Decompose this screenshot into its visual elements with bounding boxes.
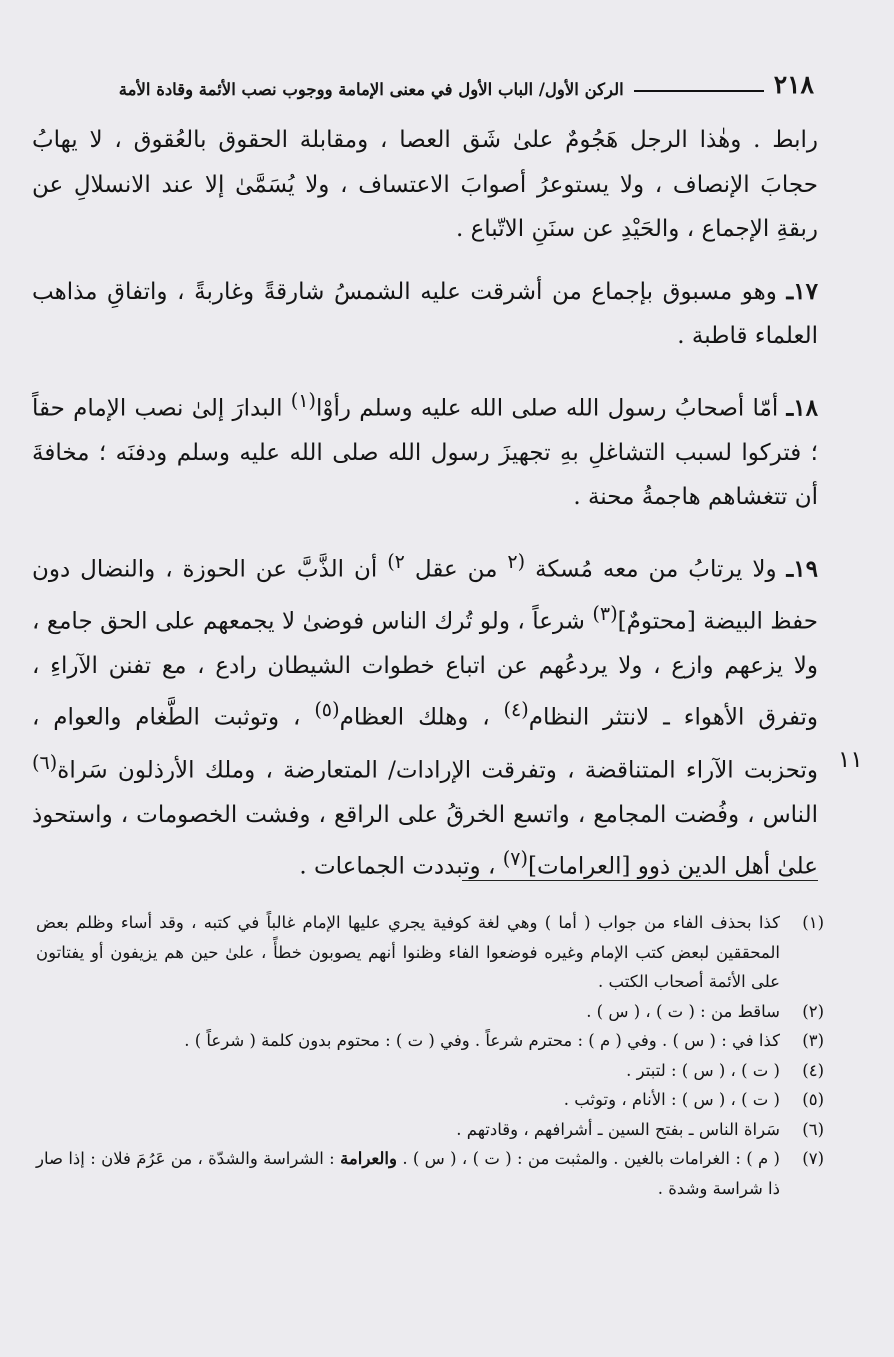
footnote-text bbox=[36, 1144, 780, 1203]
main-text bbox=[32, 118, 818, 909]
footnote-mark: (٤) bbox=[802, 1060, 824, 1080]
footnote-ref-4[interactable]: (٤) bbox=[503, 698, 529, 722]
paragraph-text: ، وتوثبت الطَّغام والعوام ، وتحزبت الآراء المتناقضة ، وتفرقت الإرادات/ المتعارضة ، وملك الأرذلون سَراة bbox=[32, 705, 818, 784]
footnote-text: كذا بحذف الفاء من جواب ( أما ) وهي لغة كوفية يجري عليها الإمام غالباً في كتبه ، وقد أساء وظلم بعض المحققين لبعض كتب الإمام وغيره فوضعوا الفاء وظنوا أنهم يصوبون خطأً ، علىٰ حين هم يزيفون أو يفتاتون على الأئمة أصحاب الكتب . bbox=[36, 913, 780, 991]
footnote-ref-2-open[interactable]: (٢ bbox=[507, 549, 526, 573]
footnote-mark: (٢) bbox=[802, 1001, 824, 1021]
footnote-text-part: : الشراسة والشدّة ، من عَرُمَ فلان : إذا صار ذا شراسة وشدة . bbox=[36, 1149, 780, 1198]
paragraph-17 bbox=[32, 270, 818, 359]
footnote-3 bbox=[36, 1026, 824, 1056]
footnote-mark: (٦) bbox=[802, 1119, 824, 1139]
footnote-5 bbox=[36, 1085, 824, 1115]
paragraph-text: ، وهلك العظام bbox=[339, 705, 504, 732]
footnote-2 bbox=[36, 997, 824, 1027]
paragraph-19 bbox=[32, 540, 818, 890]
footnote-separator bbox=[462, 880, 818, 881]
footnote-text: ساقط من : ( ت ) ، ( س ) . bbox=[586, 1001, 780, 1021]
footnote-text: ( ت ) ، ( س ) : الأنام ، وتوثب . bbox=[563, 1090, 780, 1109]
paragraph-text: ولا يرتابُ من معه مُسكة bbox=[525, 556, 787, 583]
footnotes bbox=[36, 908, 824, 1203]
paragraph-number: ١٧ـ bbox=[786, 277, 818, 305]
paragraph-number: ١٩ـ bbox=[786, 555, 818, 583]
footnote-6 bbox=[36, 1115, 824, 1145]
footnote-mark: (١) bbox=[802, 913, 824, 932]
footnote-mark: (٣) bbox=[802, 1031, 824, 1050]
page-number: ٢١٨ bbox=[773, 70, 814, 99]
footnote-ref-7[interactable]: (٧) bbox=[502, 847, 528, 871]
footnote-ref-2-close[interactable]: ٢) bbox=[387, 549, 405, 573]
footnote-ref-6[interactable]: (٦) bbox=[32, 750, 58, 774]
footnote-term: والعرامة bbox=[340, 1149, 397, 1168]
footnote-ref-5[interactable]: (٥) bbox=[314, 698, 340, 722]
paragraph-text: البدارَ إلىٰ نصب الإمام حقاً ؛ فتركوا لسبب التشاغلِ بهِ تجهيزَ رسول الله صلى الله عليه وسلم ودفنَه ؛ مخافةَ أن تتغشاهم هاجمةُ محنة . bbox=[32, 395, 818, 511]
paragraph-text: شرعاً ، ولو تُرك الناس فوضىٰ لا يجمعهم على الحق جامع ، ولا يزعهم وازع ، ولا يردعُهم عن اتباع خطوات الشيطان رادع ، مع تفنن الآراءِ ، وتفرق الأهواء ـ لانتثر النظام bbox=[32, 608, 818, 732]
paragraph-text: أن الذَّبَّ عن الحوزة ، والنضال دون حفظ البيضة [محتومٌ] bbox=[32, 556, 818, 635]
paragraph-18 bbox=[32, 379, 818, 520]
footnote-mark: (٧) bbox=[802, 1149, 824, 1168]
margin-folio-number: ١١ bbox=[838, 747, 863, 773]
footnote-text: كذا في : ( س ) . وفي ( م ) : محترم شرعاً . وفي ( ت ) : محتوم بدون كلمة ( شرعاً ) . bbox=[184, 1031, 780, 1050]
page-header bbox=[28, 70, 814, 99]
footnote-ref-1[interactable]: (١) bbox=[290, 388, 316, 412]
footnote-text: ( ت ) ، ( س ) : لتبتر . bbox=[626, 1060, 780, 1080]
footnote-text: سَراة الناس ـ بفتح السين ـ أشرافهم ، وقادتهم . bbox=[456, 1119, 780, 1139]
footnote-4 bbox=[36, 1056, 824, 1086]
paragraph-text: أمّا أصحابُ رسول الله صلى الله عليه وسلم رأوْا bbox=[316, 395, 787, 422]
header-rule bbox=[634, 90, 764, 92]
paragraph-16-continued: رابط . وهٰذا الرجل هَجُومٌ علىٰ شَق العصا ، ومقابلة الحقوق بالعُقوق ، لا يهابُ حجابَ الإنصاف ، ولا يستوعرُ أصوابَ الاعتساف ، ولا يُسَمَّىٰ إلا عند الانسلالِ عن ربقةِ الإجماع ، والحَيْدِ عن سنَنِ الاتّباع . bbox=[32, 127, 818, 242]
footnote-7 bbox=[36, 1144, 824, 1203]
paragraph-number: ١٨ـ bbox=[786, 394, 818, 422]
paragraph-text: ، وتبددت الجماعات . bbox=[299, 853, 503, 880]
footnote-ref-3[interactable]: (٣) bbox=[592, 601, 618, 625]
footnote-text-part: ( م ) : الغرامات بالغين . والمثبت من : ( ت ) ، ( س ) . bbox=[396, 1149, 780, 1168]
paragraph-text: من عقل bbox=[404, 556, 508, 583]
footnote-mark: (٥) bbox=[802, 1090, 824, 1109]
running-head: الركن الأول/ الباب الأول في معنى الإمامة ووجوب نصب الأئمة وقادة الأمة bbox=[118, 80, 624, 99]
footnote-1 bbox=[36, 908, 824, 997]
paragraph-text: الناس ، وفُضت المجامع ، واتسع الخرقُ على الراقع ، وفشت الخصومات ، واستحوذ علىٰ أهل الدين ذوو [العرامات] bbox=[32, 801, 818, 880]
paragraph-text: وهو مسبوق بإجماع من أشرقت عليه الشمسُ شارقةً وغاربةً ، واتفاقِ مذاهب العلماء قاطبة . bbox=[32, 278, 818, 349]
